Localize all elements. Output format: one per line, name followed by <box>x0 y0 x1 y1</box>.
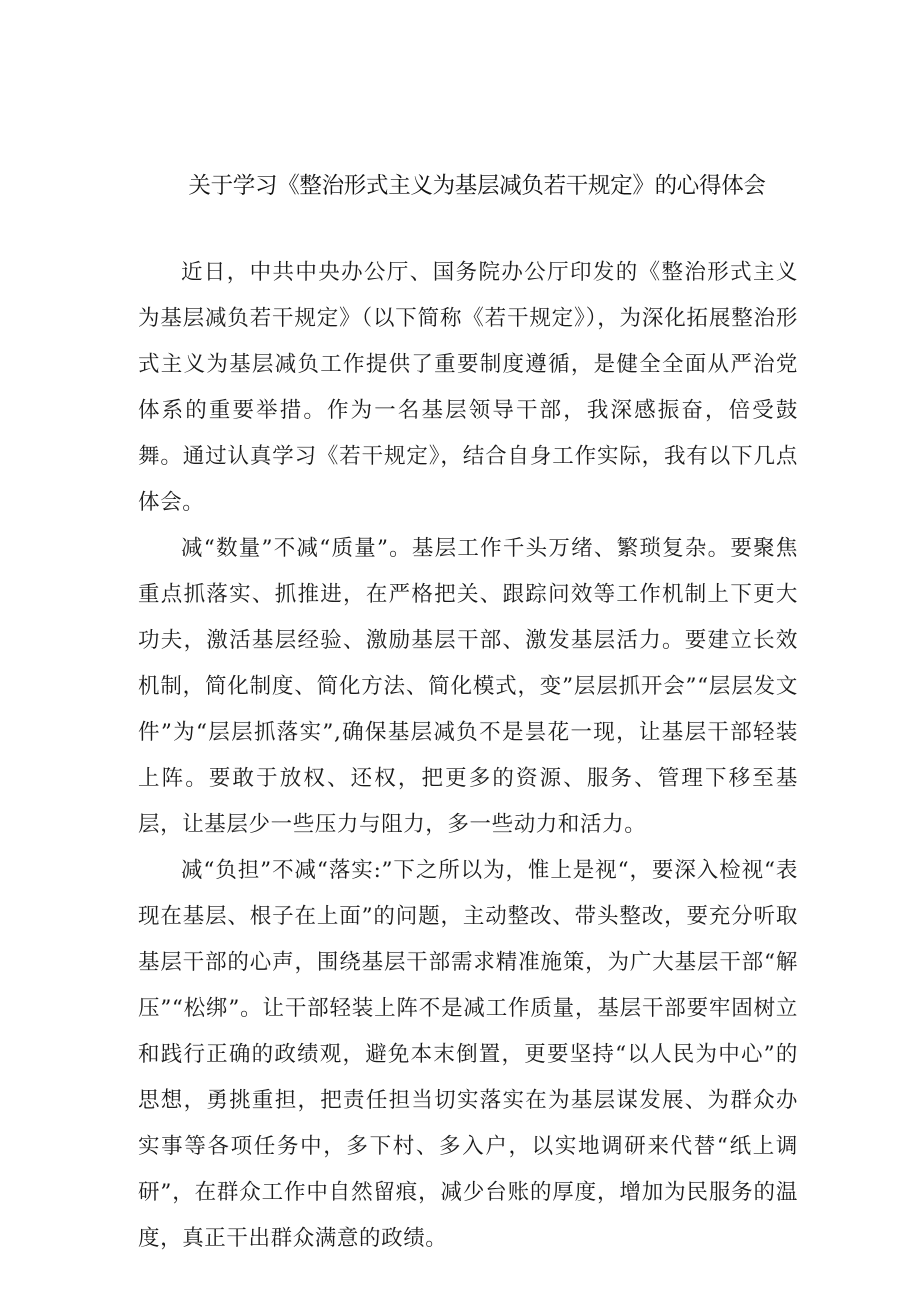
paragraph-burden-implementation: 减“负担”不减“落实:”下之所以为，惟上是视“，要深入检视“表现在基层、根子在上面”的问题，主动整改、带头整改，要充分听取基层干部的心声，围绕基层干部需求精准施策，为广大基层干部“解压”“松绑”。让干部轻装上阵不是减工作质量，基层干部要牢固树立和践行正确的政绩观，避免本末倒置，更要坚持“以人民为中心”的思想，勇挑重担，把责任担当切实落实在为基层谋发展、为群众办实事等各项任务中，多下村、多入户，以实地调研来代替“纸上调研”，在群众工作中自然留痕，减少台账的厚度，增加为民服务的温度，真正干出群众满意的政绩。 <box>138 858 798 1251</box>
document-title: 关于学习《整治形式主义为基层减负若干规定》的心得体会 <box>188 173 766 199</box>
paragraph-intro: 近日，中共中央办公厅、国务院办公厅印发的《整治形式主义为基层减负若干规定》（以下简称《若干规定》），为深化拓展整治形式主义为基层减负工作提供了重要制度遵循，是健全全面从严治党体系的重要举措。作为一名基层领导干部，我深感振奋，倍受鼓舞。通过认真学习《若干规定》，结合自身工作实际，我有以下几点体会。 <box>138 260 798 515</box>
document-body <box>138 250 798 1262</box>
paragraph-quantity-quality: 减“数量”不减“质量”。基层工作千头万绪、繁琐复杂。要聚焦重点抓落实、抓推进，在严格把关、跟踪问效等工作机制上下更大功夫，激活基层经验、激励基层干部、激发基层活力。要建立长效机制，简化制度、简化方法、简化模式，变”层层抓开会”“层层发文件”为“层层抓落实”,确保基层减负不是昙花一现，让基层干部轻装上阵。要敢于放权、还权，把更多的资源、服务、管理下移至基层，让基层少一些压力与阻力，多一些动力和活力。 <box>138 536 798 837</box>
